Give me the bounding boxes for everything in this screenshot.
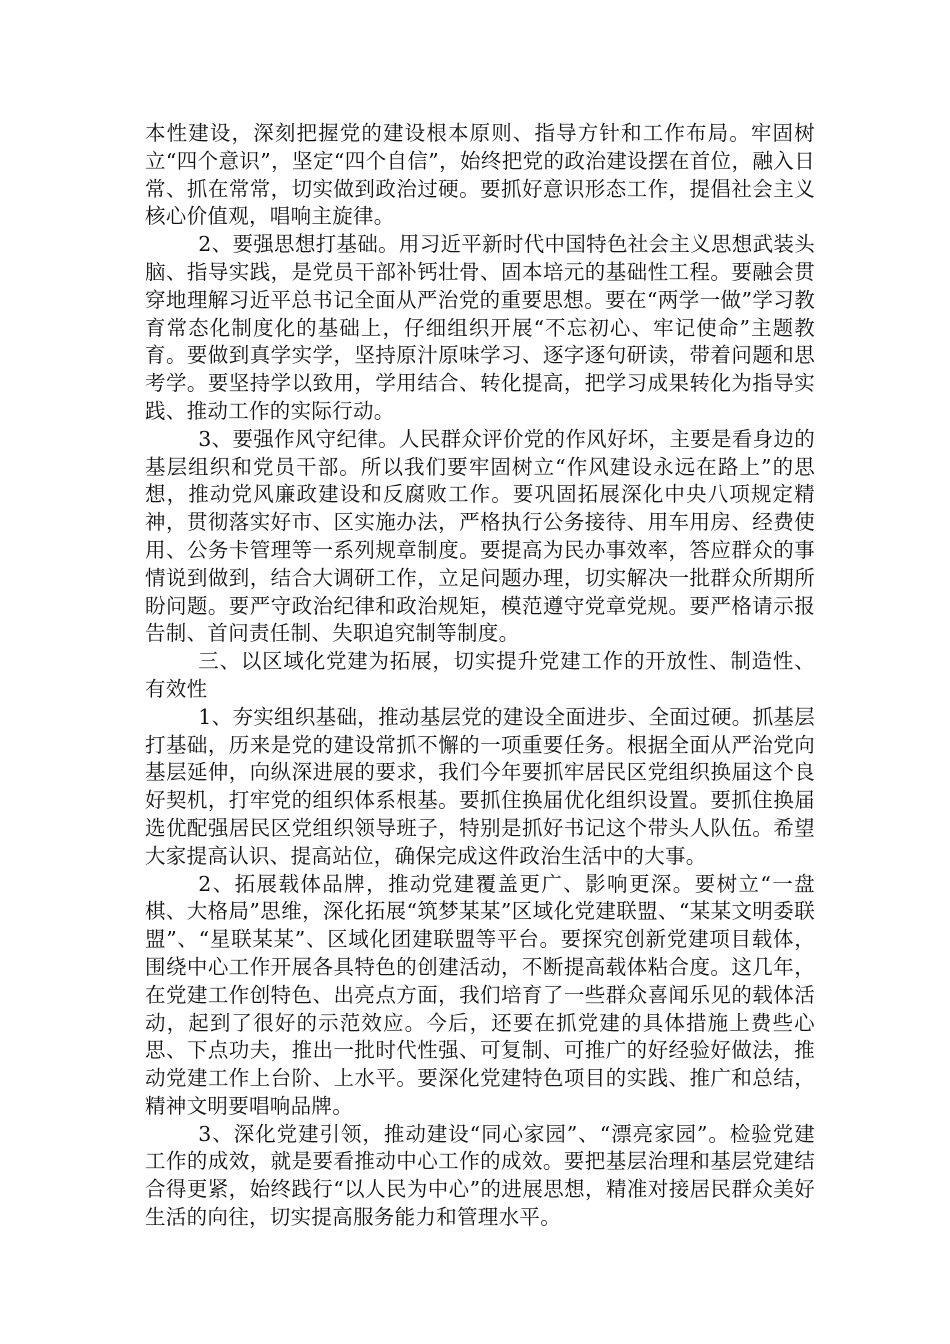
paragraph-point-3-discipline: 3、要强作风守纪律。人民群众评价党的作风好坏，主要是看身边的基层组织和党员干部。所以我们要牢固树立“作风建设永远在路上”的思想，推动党风廉政建设和反腐败工作。要巩固拓展深化中央八项规定精神，贯彻落实好市、区实施办法，严格执行公务接待、用车用房、经费使用、公务卡管理等一系列规章制度。要提高为民办事效率，答应群众的事情说到做到，结合大调研工作，立足问题办理，切实解决一批群众所期所盼问题。要严守政治纪律和政治规矩，模范遵守党章党规。要严格请示报告制、首问责任制、失职追究制等制度。 [145,426,815,646]
paragraph-point-2-thought: 2、要强思想打基础。用习近平新时代中国特色社会主义思想武装头脑、指导实践，是党员干部补钙壮骨、固本培元的基础性工程。要融会贯穿地理解习近平总书记全面从严治党的重要思想。要在“两学一做”学习教育常态化制度化的基础上，仔细组织开展“不忘初心、牢记使命”主题教育。要做到真学实学，坚持原汁原味学习、逐字逐句研读，带着问题和思考学。要坚持学以致用，学用结合、转化提高，把学习成果转化为指导实践、推动工作的实际行动。 [145,232,815,423]
section-heading-three: 三、以区域化党建为拓展，切实提升党建工作的开放性、制造性、有效性 [145,649,815,701]
paragraph-carrier-brand: 2、拓展载体品牌，推动党建覆盖更广、影响更深。要树立“一盘棋、大格局”思维，深化拓展“筑梦某某”区域化党建联盟、“某某文明委联盟”、“星联某某”、区域化团建联盟等平台。要探究创新党建项目载体，围绕中心工作开展各具特色的创建活动，不断提高载体粘合度。这几年，在党建工作创特色、出亮点方面，我们培育了一些群众喜闻乐见的载体活动，起到了很好的示范效应。今后，还要在抓党建的具体措施上费些心思、下点功夫，推出一批时代性强、可复制、可推广的好经验好做法，推动党建工作上台阶、上水平。要深化党建特色项目的实践、推广和总结，精神文明要唱响品牌。 [145,871,815,1118]
paragraph-party-building-lead: 3、深化党建引领，推动建设“同心家园”、“漂亮家园”。检验党建工作的成效，就是要看推动中心工作的成效。要把基层治理和基层党建结合得更紧，始终践行“以人民为中心”的进展思想，精准对接居民群众美好生活的向往，切实提高服务能力和管理水平。 [145,1121,815,1230]
document-body [145,120,815,1232]
paragraph-organization-foundation: 1、夯实组织基础，推动基层党的建设全面进步、全面过硬。抓基层打基础，历来是党的建设常抓不懈的一项重要任务。根据全面从严治党向基层延伸，向纵深进展的要求，我们今年要抓牢居民区党组织换届这个良好契机，打牢党的组织体系根基。要抓住换届优化组织设置。要抓住换届选优配强居民区党组织领导班子，特别是抓好书记这个带头人队伍。希望大家提高认识、提高站位，确保完成这件政治生活中的大事。 [145,704,815,868]
paragraph-continuation: 本性建设，深刻把握党的建设根本原则、指导方针和工作布局。牢固树立“四个意识”，坚定“四个自信”，始终把党的政治建设摆在首位，融入日常、抓在常常，切实做到政治过硬。要抓好意识形态工作，提倡社会主义核心价值观，唱响主旋律。 [145,121,815,229]
